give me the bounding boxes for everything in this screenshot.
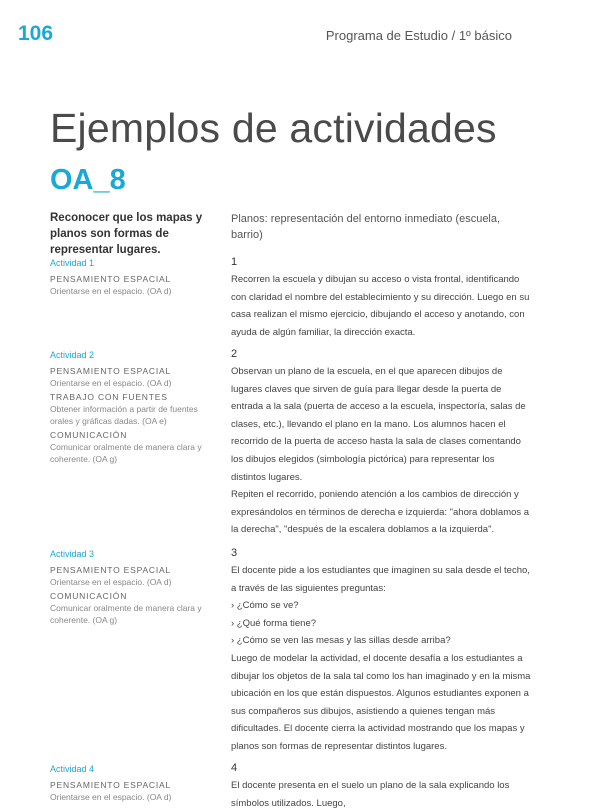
skill-title: TRABAJO CON FUENTES [50, 392, 168, 402]
running-header: Programa de Estudio / 1º básico [325, 28, 512, 43]
activity-1-body [231, 256, 531, 341]
skill-title: COMUNICACIÓN [50, 591, 128, 601]
activity-label: Actividad 3 [50, 549, 95, 559]
activity-label: Actividad 4 [50, 764, 95, 774]
activity-1-sidebar [50, 258, 220, 299]
activity-number: 4 [231, 762, 238, 774]
learning-objective: Reconocer que los mapas y planos son formas de representar lugares. [50, 212, 203, 256]
oa-code: OA_8 [50, 164, 126, 196]
skill-title: PENSAMIENTO ESPACIAL [50, 565, 172, 575]
activity-2-sidebar [50, 350, 220, 467]
activity-paragraph: Recorren la escuela y dibujan su acceso o vista frontal, identificando con claridad el nombre del establecimiento y su dirección. Luego en su casa realizan el mismo ejercicio, dibujando el acceso y anotando, con ayuda de algún familiar, la dirección exacta. [231, 274, 530, 338]
skill-title: COMUNICACIÓN [50, 430, 128, 440]
skill-description: Orientarse en el espacio. (OA d) [50, 286, 172, 296]
activity-4-body [231, 762, 531, 812]
skill-description: Comunicar oralmente de manera clara y coherente. (OA g) [50, 442, 202, 464]
activity-number: 3 [231, 547, 238, 559]
activity-paragraph: Observan un plano de la escuela, en el que aparecen dibujos de lugares claves que sirven de guía para llegar desde la puerta de entrada a la sala (puerta de acceso a la escuela, inspectoría, salas de clases, etc.), llevando el plano en la mano. Los alumnos hacen el recorrido de la puerta de acceso hasta la sala de clases comentando los dibujos elegidos (simbología pictórica) para representar los distintos lugares. [231, 366, 526, 483]
question-bullet: › ¿Qué forma tiene? [231, 617, 317, 629]
question-bullet: › ¿Cómo se ven las mesas y las sillas desde arriba? [231, 635, 451, 647]
page-title: Ejemplos de actividades [50, 105, 497, 151]
skill-description: Orientarse en el espacio. (OA d) [50, 577, 172, 587]
skill-description: Obtener información a partir de fuentes orales y gráficas dadas. (OA e) [50, 404, 198, 426]
activity-number: 2 [231, 348, 238, 360]
skill-title: PENSAMIENTO ESPACIAL [50, 274, 172, 284]
activity-3-body [231, 547, 531, 756]
activity-topic: Planos: representación del entorno inmediato (escuela, barrio) [231, 213, 501, 241]
activity-2-body [231, 348, 531, 539]
activity-3-sidebar [50, 549, 220, 628]
activity-label: Actividad 1 [50, 258, 95, 268]
activity-paragraph: Repiten el recorrido, poniendo atención a los cambios de dirección y expresándolos en términos de derecha e izquierda: "ahora doblamos a la derecha", "después de la escalera doblamos a la izquierda". [231, 489, 530, 536]
activity-paragraph: El docente pide a los estudiantes que imaginen su sala desde el techo, a través de las siguientes preguntas: [231, 565, 530, 594]
skill-description: Orientarse en el espacio. (OA d) [50, 792, 172, 802]
activity-4-sidebar [50, 764, 220, 805]
skill-description: Comunicar oralmente de manera clara y coherente. (OA g) [50, 603, 202, 625]
activity-paragraph: El docente presenta en el suelo un plano de la sala explicando los símbolos utilizados. Luego, [231, 780, 510, 809]
question-bullet: › ¿Cómo se ve? [231, 600, 299, 612]
activity-number: 1 [231, 256, 238, 268]
activity-label: Actividad 2 [50, 350, 95, 360]
page-number: 106 [18, 22, 54, 45]
skill-title: PENSAMIENTO ESPACIAL [50, 366, 172, 376]
activity-paragraph: Luego de modelar la actividad, el docente desafía a los estudiantes a dibujar los objetos de la sala tal como los han imaginado y en la misma ubicación en los que están dispuestos. Algunos estudiantes exponen a sus compañeros sus dibujos, asistiendo a quienes tengan más dificultades. El docente cierra la actividad mostrando que los mapas y planos son formas de representar distintos lugares. [231, 652, 531, 752]
skill-description: Orientarse en el espacio. (OA d) [50, 378, 172, 388]
skill-title: PENSAMIENTO ESPACIAL [50, 780, 172, 790]
